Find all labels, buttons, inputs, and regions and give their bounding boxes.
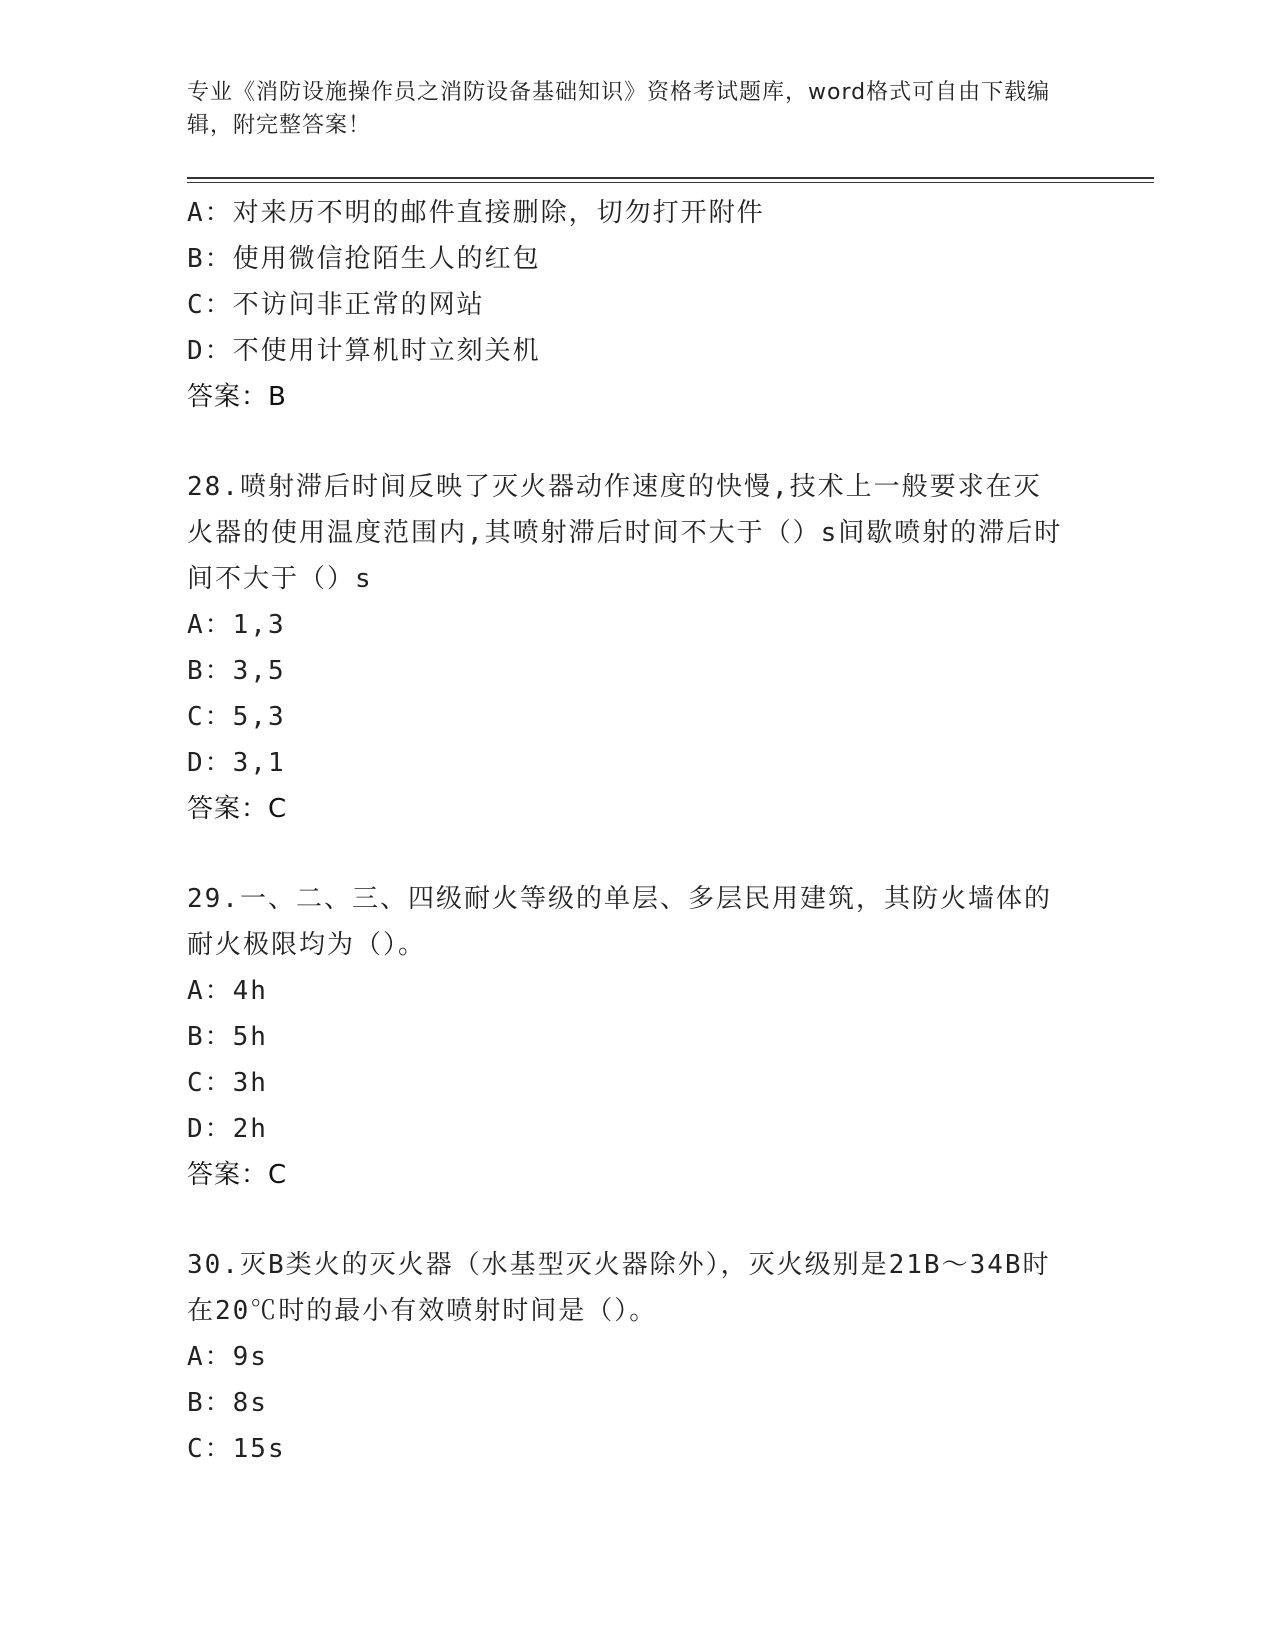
option-a: A：1,3 bbox=[187, 610, 286, 640]
page-header: 专业《消防设施操作员之消防设备基础知识》资格考试题库，word格式可自由下载编辑，附完整答案！ bbox=[187, 80, 1051, 138]
option-c: C：15s bbox=[187, 1434, 286, 1464]
header-divider-thick bbox=[187, 177, 1154, 179]
question-27-continued bbox=[187, 190, 1087, 420]
option-a: A：4h bbox=[187, 976, 268, 1006]
answer: 答案：C bbox=[187, 794, 288, 824]
answer: 答案：C bbox=[187, 1160, 288, 1190]
question-30 bbox=[187, 1242, 1087, 1472]
question-text: 30.灭B类火的灭火器（水基型灭火器除外），灭火级别是21B～34B时在20℃时的最小有效喷射时间是（）。 bbox=[187, 1250, 1051, 1326]
option-d: D：2h bbox=[187, 1114, 268, 1144]
option-c: C：5,3 bbox=[187, 702, 286, 732]
option-b: B：3,5 bbox=[187, 656, 286, 686]
option-a: A：对来历不明的邮件直接删除，切勿打开附件 bbox=[187, 198, 765, 228]
option-b: B：使用微信抢陌生人的红包 bbox=[187, 244, 541, 274]
option-c: C：不访问非正常的网站 bbox=[187, 290, 485, 320]
option-d: D：不使用计算机时立刻关机 bbox=[187, 336, 541, 366]
question-list bbox=[187, 190, 1087, 1472]
option-a: A：9s bbox=[187, 1342, 268, 1372]
question-28 bbox=[187, 464, 1087, 832]
header-divider-thin bbox=[187, 182, 1154, 183]
question-text: 28.喷射滞后时间反映了灭火器动作速度的快慢,技术上一般要求在灭火器的使用温度范围内,其喷射滞后时间不大于（）s间歇喷射的滞后时间不大于（）s bbox=[187, 472, 1063, 594]
option-c: C：3h bbox=[187, 1068, 268, 1098]
question-29 bbox=[187, 876, 1087, 1198]
answer: 答案：B bbox=[187, 382, 287, 412]
question-text: 29.一、二、三、四级耐火等级的单层、多层民用建筑，其防火墙体的耐火极限均为（）。 bbox=[187, 884, 1052, 960]
option-b: B：5h bbox=[187, 1022, 268, 1052]
option-d: D：3,1 bbox=[187, 748, 286, 778]
option-b: B：8s bbox=[187, 1388, 268, 1418]
